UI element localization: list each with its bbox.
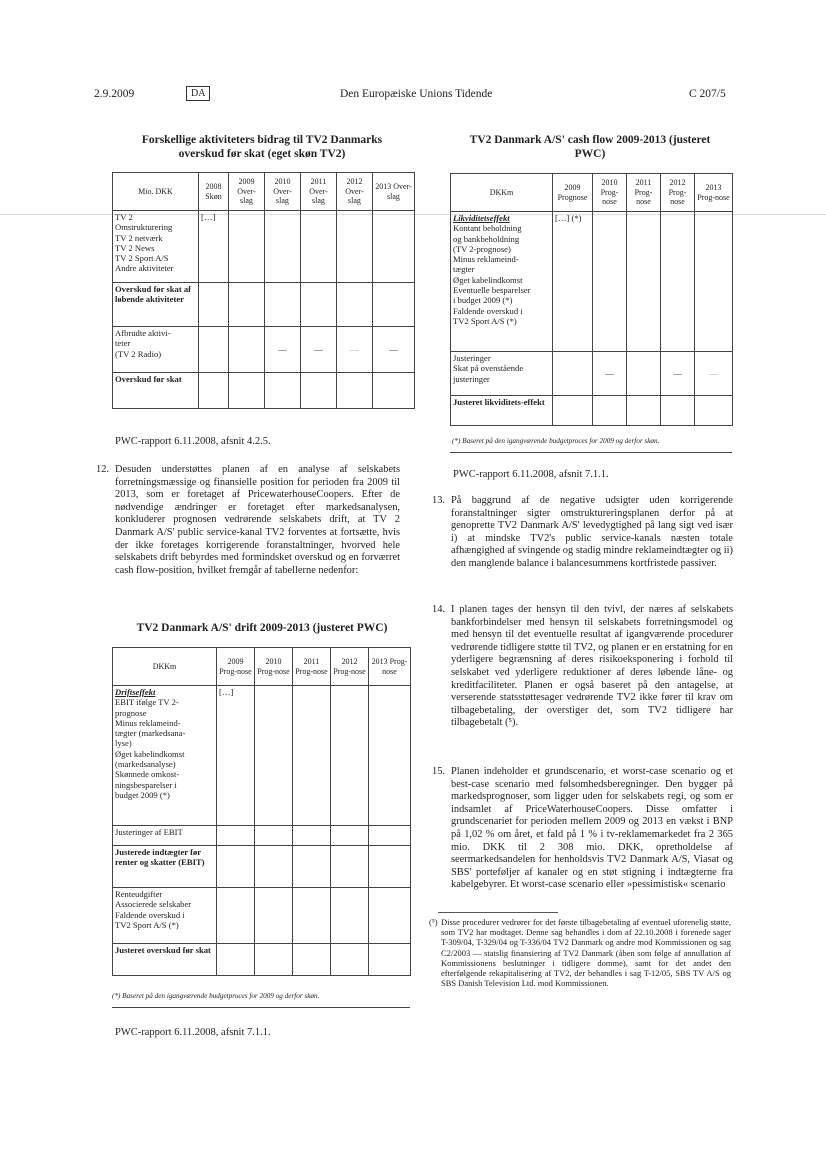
paragraph-14: 14. I planen tages der hensyn til den tvivl, der næres af selskabets bankforbindelser med hensyn til selskabets forretningsmodel og med hensyn til det eventuelle resultat af igangværende procedurer vedrørende tidligere støtte til TV2, og planen er en erstatning for en yderligere begrænsning af deres risikoeksponering i forhold til selskabet ved yderligere reduktioner af deres løbende låne- og kreditfaciliteter. Planen er også baseret på den antagelse, at verserende statsstøttesager vedrørende TV2 ikke fører til krav om tilbagebetaling, der overstiger det, som TV2 tidligere har tilbagebetalt (⁵). [432, 604, 733, 729]
header-date: 2.9.2009 [94, 88, 135, 100]
table3-header: 2012 Prog-nose [661, 174, 695, 212]
table1-title: Forskellige aktiviteters bidrag til TV2 Danmarks overskud før skat (eget skøn TV2) [141, 134, 383, 160]
table3-header: 2011 Prog-nose [627, 174, 661, 212]
paragraph-13: 13. På baggrund af de negative udsigter uden korrigerende foranstaltninger sigter omstruktureringsplanen derfor på at genoprette TV2 Danmark A/S' levedygtighed på lang sigt ved især i) at mindske TV2's public service-kanals næsten totale afhængighed af svingende og stadig mindre reklameindtægter og ii) den manglende balance i balancesummens kortfristede passiver. [432, 495, 733, 569]
table2-rule [112, 1007, 410, 1008]
paragraph-15: 15. Planen indeholder et grundscenario, et worst-case scenario og et best-case scenario med følsomhedsberegninger. Den bygger på markedsprognoser, som ligger uden for selskabets regi, og som er indsamlet af PriceWaterhouseCoopers. Disse omfatter i grundscenariet for perioden mellem 2009 og 2013 en vækst i BNP på 1,02 % om året, et fald på 1 % i tv-reklamemarkedet fra 2 365 mio. DKK til 2 308 mio. DKK, opretholdelse af seermarkedsandelen for henholdsvis TV2 Danmark A/S, Viasat og SBS' porteføljer af kanaler og en støt stigning i indtægterne fra kabelgebyrer. Et worst-case scenario eller »pessimistisk« scenario [432, 766, 733, 891]
table-cell: […] [217, 686, 255, 826]
table3-title: TV2 Danmark A/S' cash flow 2009-2013 (justeret PWC) [469, 134, 711, 160]
dash-marker: — [593, 352, 627, 396]
table-row: Overskud før skat af løbende aktiviteter [113, 283, 415, 327]
dash-marker: — [337, 327, 373, 373]
table-cell: […] [199, 211, 229, 283]
table1-header: 2012 Over-slag [337, 173, 373, 211]
table2-header: 2010 Prog-nose [255, 648, 293, 686]
page-number: C 207/5 [689, 88, 726, 100]
table1 [112, 172, 415, 409]
table1-source: PWC-rapport 6.11.2008, afsnit 4.2.5. [115, 436, 271, 447]
table3-header: 2010 Prog-nose [593, 174, 627, 212]
table-row: Afbrudte aktivi- teter (TV 2 Radio) — — — — [113, 327, 415, 373]
footnote-rule [438, 912, 558, 913]
language-badge: DA [186, 86, 210, 101]
table2-header: 2013 Prog-nose [369, 648, 411, 686]
dash-marker: — [265, 327, 301, 373]
paragraph-12: 12. Desuden understøttes planen af en analyse af selskabets forretningsmæssige og finansielle position for perioden fra 2009 til 2013, som er foretaget af PricewaterhouseCoopers. Efter de nødvendige ændringer er foretaget efter markedsanalysen, konkluderer prognosen vedrørende selskabets drift, at TV 2 Danmark A/S' public service-kanal TV2 forventes at fortsætte, hvis der ikke foretages korrigerende foranstaltninger, hvorved hele selskabets drift bebyrdes med formindsket overskud og en forværret cash flow-position, hvilket fremgår af tabellerne nedenfor: [96, 464, 400, 576]
table-row: Overskud før skat [113, 373, 415, 409]
table2-header: DKKm [113, 648, 217, 686]
table-row: Justeret likviditets-effekt [451, 396, 733, 426]
table2-source: PWC-rapport 6.11.2008, afsnit 7.1.1. [115, 1027, 271, 1038]
dash-marker: — [695, 352, 733, 396]
table-cell: […] (*) [553, 212, 593, 352]
table2-header: 2009 Prog-nose [217, 648, 255, 686]
table2-title: TV2 Danmark A/S' drift 2009-2013 (justeret PWC) [136, 622, 388, 634]
table3-header: 2009 Prognose [553, 174, 593, 212]
table-row: Justeret overskud før skat [113, 944, 411, 976]
table3-header: 2013 Prog-nose [695, 174, 733, 212]
dash-marker: — [373, 327, 415, 373]
footnote-5: (⁵) Disse procedurer vedrører for det første tilbagebetaling af eventuel uforenelig støtte, som TV2 har modtaget. Denne sag behandles i dom af 22.10.2008 i forenede sager T-309/04, T-329/04 og T-336/04 TV2 Danmark og andre mod Kommissionen og sag C2/2003 — statslig finansiering af TV2 Danmark (åben som følge af annullation af Kommissionens beslutninger i tidligere domme), samt for det andet den efterfølgende rekapitalisering af TV2, der behandles i sag T-12/05, SBS TV A/S og SBS Danish Television Ltd. mod Kommissionen. [429, 917, 731, 989]
table2 [112, 647, 411, 976]
table3-header: DKKm [451, 174, 553, 212]
table2-header: 2011 Prog-nose [293, 648, 331, 686]
table-row: Renteudgifter Associerede selskaber Faldende overskud i TV2 Sport A/S (*) [113, 888, 411, 944]
table2-header: 2012 Prog-nose [331, 648, 369, 686]
table1-header: 2011 Over-slag [301, 173, 337, 211]
table1-header: 2008 Skøn [199, 173, 229, 211]
table-row: Likviditetseffekt Kontant beholdning og bankbeholdning (TV 2-prognose) Minus reklameind- tægter Øget kabelindkomst Eventuelle besparelser i budget 2009 (*) Faldende overskud i TV2 Sport A/S (*) […] (*) [451, 212, 733, 352]
table1-header: Mio. DKK [113, 173, 199, 211]
table3 [450, 173, 733, 426]
table-row: Driftseffekt EBIT ifølge TV 2- prognose Minus reklameind- tægter (markedsana- lyse) Øget kabelindkomst (markedsanalyse) Skønnede omkost- ningsbesparelser i budget 2009 (*) […] [113, 686, 411, 826]
table1-header: 2009 Over-slag [229, 173, 265, 211]
table3-rule [450, 452, 732, 453]
table1-header: 2010 Over-slag [265, 173, 301, 211]
table2-note: (*) Baseret på den igangværende budgetproces for 2009 og derfor skøn. [112, 992, 320, 1000]
table1-header: 2013 Over-slag [373, 173, 415, 211]
table-row: TV 2 Omstrukturering TV 2 netværk TV 2 News TV 2 Sport A/S Andre aktiviteter […] [113, 211, 415, 283]
dash-marker: — [661, 352, 695, 396]
table-row: Justerede indtægter før renter og skatter (EBIT) [113, 846, 411, 888]
journal-title: Den Europæiske Unions Tidende [340, 88, 493, 100]
table-row: Justeringer Skat på ovenstående justeringer — — — [451, 352, 733, 396]
dash-marker: — [301, 327, 337, 373]
table3-source: PWC-rapport 6.11.2008, afsnit 7.1.1. [453, 469, 609, 480]
table-row: Justeringer af EBIT [113, 826, 411, 846]
table3-note: (*) Baseret på den igangværende budgetproces for 2009 og derfor skøn. [452, 437, 660, 445]
